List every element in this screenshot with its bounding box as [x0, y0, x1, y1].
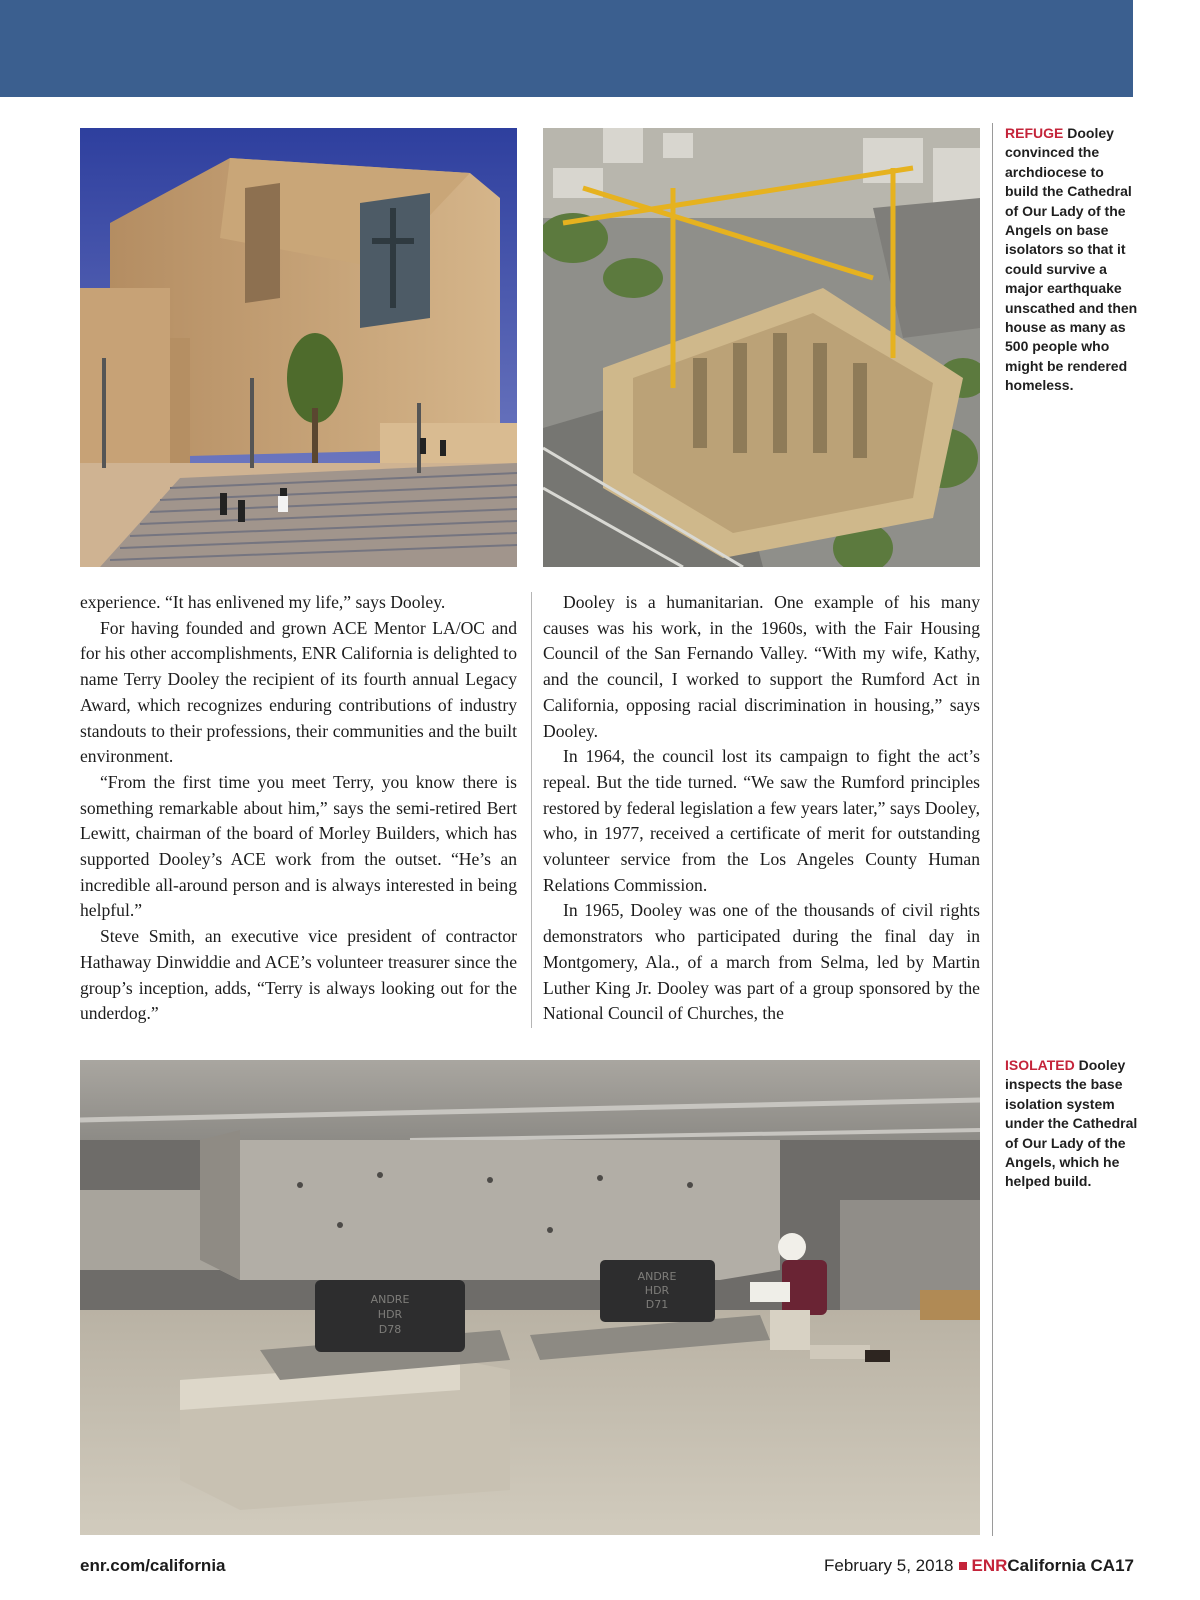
caption-isolated-lead: ISOLATED	[1005, 1057, 1075, 1073]
caption-refuge-text: Dooley convinced the archdiocese to build the Cathedral of Our Lady of the Angels on base isolators so that it could survive a major earthquake unscathed and then house as many as 500 people who might be rendered homeless.	[1005, 125, 1138, 394]
isolator-right-label-1: ANDRE	[637, 1270, 677, 1283]
paragraph: In 1964, the council lost its campaign to fight the act’s repeal. But the tide turned. “We saw the Rumford principles restored by federal legislation a few years later,” says Dooley, who, in 1977, received a certificate of merit for outstanding volunteer service from the Los Angeles County Human Relations Commission.	[543, 746, 980, 895]
article-column-left	[80, 590, 517, 1027]
caption-isolated-text: Dooley inspects the base isolation system under the Cathedral of Our Lady of the Angels, which he helped build.	[1005, 1057, 1138, 1190]
footer-brand-enr: ENR	[971, 1556, 1008, 1575]
isolator-right-label-3: D71	[645, 1298, 669, 1311]
paragraph: experience. “It has enlivened my life,” says Dooley.	[80, 592, 446, 612]
column-divider-rule	[531, 592, 532, 1028]
top-color-band	[0, 0, 1133, 97]
caption-refuge	[1005, 124, 1140, 396]
isolator-left-label-3: D78	[378, 1323, 402, 1336]
paragraph: For having founded and grown ACE Mentor LA/OC and for his other accomplishments, ENR California is delighted to name Terry Dooley the recipient of its fourth annual Legacy Award, which recognizes enduring contributions of industry standouts to their professions, their communities and the built environment.	[80, 617, 517, 767]
article-column-right	[543, 590, 980, 1027]
paragraph: Steve Smith, an executive vice president of contractor Hathaway Dinwiddie and ACE’s volunteer treasurer since the group’s inception, adds, “Terry is always looking out for the underdog.”	[80, 926, 517, 1024]
footer-url: enr.com/california	[80, 1556, 226, 1575]
footer-date: February 5, 2018	[824, 1556, 954, 1575]
isolator-right-label-2: HDR	[644, 1284, 670, 1297]
caption-refuge-lead: REFUGE	[1005, 125, 1064, 141]
cathedral-photo	[80, 128, 517, 567]
isolator-left-label-2: HDR	[377, 1308, 403, 1321]
paragraph: In 1965, Dooley was one of the thousands of civil rights demonstrators who participated during the final day in Montgomery, Ala., of a march from Selma, led by Martin Luther King Jr. Dooley was part of a group sponsored by the National Council of Churches, the	[543, 900, 980, 1024]
isolator-left-label-1: ANDRE	[370, 1293, 410, 1306]
footer-brand-california: California	[1007, 1556, 1086, 1575]
footer-folio	[824, 1556, 1134, 1576]
construction-aerial-photo	[543, 128, 980, 567]
paragraph: Dooley is a humanitarian. One example of his many causes was his work, in the 1960s, with the Fair Housing Council of the San Fernando Valley. “With my wife, Kathy, and the council, I worked to support the Rumford Act in California, opposing racial discrimination in housing,” says Dooley.	[543, 592, 980, 741]
caption-isolated	[1005, 1056, 1140, 1192]
square-bullet-icon	[959, 1562, 967, 1570]
paragraph: “From the first time you meet Terry, you know there is something remarkable about him,” says the semi-retired Bert Lewitt, chairman of the board of Morley Builders, which has supported Dooley’s ACE work from the outset. “He’s an incredible all-around person and is always interested in being helpful.”	[80, 771, 517, 921]
right-column-rule	[992, 123, 993, 1536]
page-number: CA17	[1090, 1556, 1134, 1575]
base-isolator-photo	[80, 1060, 980, 1535]
